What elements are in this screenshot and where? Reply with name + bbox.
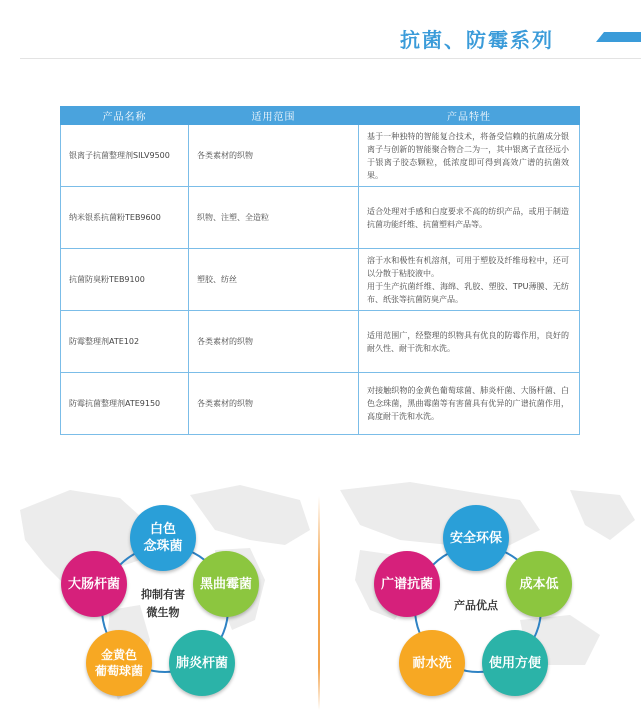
- product-scope-cell: 各类素材的织物: [189, 373, 359, 435]
- product-name-cell: 防霉整理剂ATE102: [61, 311, 189, 373]
- product-feature-cell: 适用范围广，经整理的织物具有优良的防霉作用，良好的耐久性、耐干洗和水洗。: [359, 311, 580, 373]
- header-cell-feature: 产品特性: [359, 107, 580, 125]
- table-row: [61, 311, 580, 373]
- right-diagram-center-label: 产品优点: [454, 599, 498, 612]
- bubble-wash-resistant: 耐水洗: [399, 630, 465, 696]
- product-scope-cell: 各类素材的织物: [189, 311, 359, 373]
- bubble-candida-albicans: 白色 念珠菌: [130, 505, 196, 571]
- section-divider: [318, 496, 320, 710]
- product-name-cell: 防霉抗菌整理剂ATE9150: [61, 373, 189, 435]
- bubble-easy-to-use: 使用方便: [482, 630, 548, 696]
- header-accent-bar: [596, 32, 641, 42]
- bubble-safe-eco: 安全环保: [443, 505, 509, 571]
- product-name-cell: 纳米银系抗菌粉TEB9600: [61, 187, 189, 249]
- page-title: 抗菌、防霉系列: [400, 28, 554, 52]
- product-table: [60, 106, 580, 435]
- product-feature-cell: 对接触织物的金黄色葡萄球菌、肺炎杆菌、大肠杆菌、白色念珠菌，黑曲霉菌等有害菌具有优异的广谱抗菌作用，高度耐干洗和水洗。: [359, 373, 580, 435]
- table-row: [61, 125, 580, 187]
- header-rule: [20, 58, 641, 59]
- table-row: [61, 373, 580, 435]
- bubble-broad-spectrum: 广谱抗菌: [374, 551, 440, 617]
- bubble-escherichia-coli: 大肠杆菌: [61, 551, 127, 617]
- table-header-row: [61, 107, 580, 125]
- header-cell-scope: 适用范围: [189, 107, 359, 125]
- left-diagram-center-label: 抑制有害 微生物: [141, 588, 185, 619]
- product-name-cell: 银离子抗菌整理剂SILV9500: [61, 125, 189, 187]
- bubble-aspergillus-niger: 黑曲霉菌: [193, 551, 259, 617]
- product-scope-cell: 各类素材的织物: [189, 125, 359, 187]
- table-row: [61, 249, 580, 311]
- product-name-cell: 抗菌防臭粉TEB9100: [61, 249, 189, 311]
- table-row: [61, 187, 580, 249]
- bubble-staphylococcus-aureus: 金黄色 葡萄球菌: [86, 630, 152, 696]
- header-cell-name: 产品名称: [61, 107, 189, 125]
- product-feature-cell: 适合处理对手感和白度要求不高的纺织产品，或用于制造抗菌功能纤维、抗菌塑料产品等。: [359, 187, 580, 249]
- bubble-low-cost: 成本低: [506, 551, 572, 617]
- bubble-klebsiella-pneumoniae: 肺炎杆菌: [169, 630, 235, 696]
- product-scope-cell: 塑胶、纺丝: [189, 249, 359, 311]
- product-scope-cell: 织物、注塑、全造粒: [189, 187, 359, 249]
- product-feature-cell: 基于一种独特的智能复合技术，将备受信赖的抗菌成分银离子与创新的智能聚合物合二为一，其中银离子直径远小于银离子胶态颗粒，低浓度即可得到高效广谱的抗菌效果。: [359, 125, 580, 187]
- product-feature-cell: 溶于水和极性有机溶剂，可用于塑胶及纤维母粒中，还可以分散于粘胶液中。 用于生产抗菌纤维、海绵、乳胶、塑胶、TPU薄膜、无纺布、纸张等抗菌防臭产品。: [359, 249, 580, 311]
